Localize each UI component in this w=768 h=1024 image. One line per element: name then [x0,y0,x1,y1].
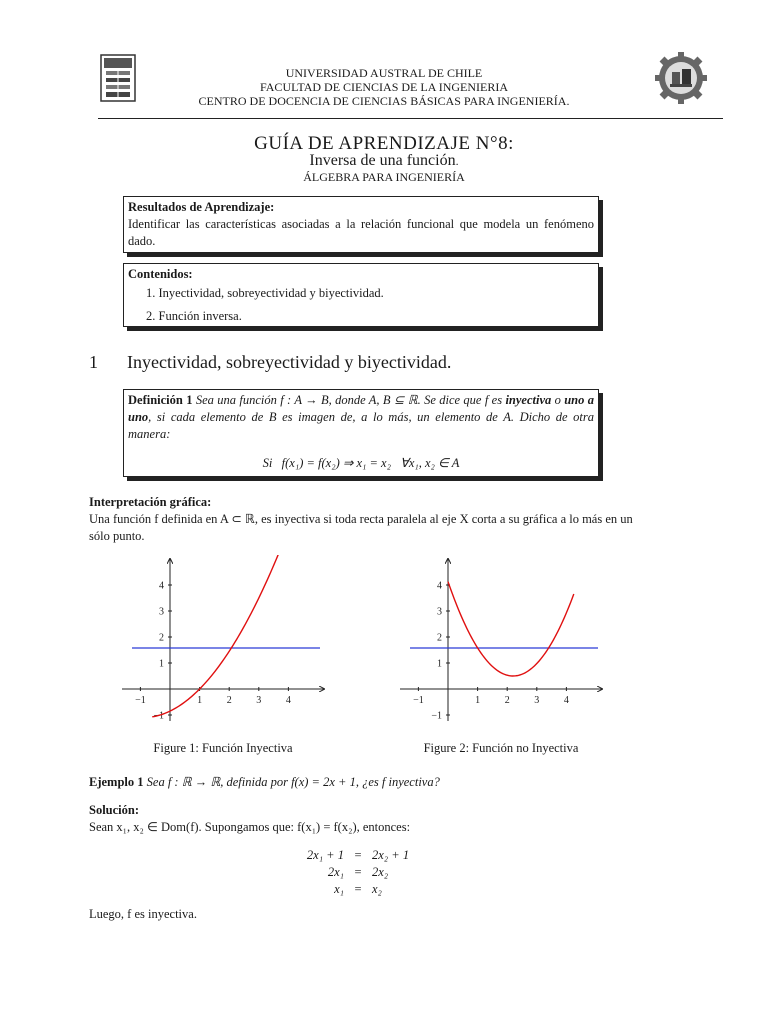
fig2-x-tick-label: 2 [504,695,510,706]
fig2-y-tick-label: 1 [437,658,442,670]
fig2-x-tick-label: −1 [413,695,424,706]
header-faculty: FACULTAD DE CIENCIAS DE LA INGENIERIA [259,80,509,94]
fig1-x-tick-label: 1 [197,695,203,706]
definition-text-2: , si cada elemento de B es imagen de, a lo más, un elemento de A. Dicho de otra manera: [128,410,594,441]
guide-subtitle [0,152,768,170]
definition-text-1: Sea una función f : A → B, donde A, B ⊆ ℝ. Se dice que f es [195,393,503,407]
definition-connector: o [551,393,565,407]
example-1 [89,774,689,791]
learning-results-heading: Resultados de Aprendizaje: [128,200,275,214]
eq2-left: 2x₁ [327,865,344,879]
section-heading [89,352,451,373]
definition-formula: Si f(x₁) = f(x₂) ⇒ x₁ = x₂ ∀x₁, x₂ ∈ A [262,456,460,470]
fig1-y-tick-label: 3 [159,606,164,618]
fig2-y-tick-label: −1 [431,710,442,722]
contents-item-1: 1. Inyectividad, sobreyectividad y biyectividad. [146,286,384,300]
fig2-y-tick-label: 2 [437,632,442,644]
definition-box [123,389,599,477]
example-text: Sea f : ℝ → ℝ, definida por f(x) = 2x + 1, ¿es f inyectiva? [146,775,440,789]
definition-term-one-to-one: uno a uno [128,393,594,424]
fig1-x-tick-label: 4 [285,695,291,706]
fig2-curve [448,582,574,676]
page-header [0,66,768,108]
section-number: 1 [89,352,98,372]
graphic-interpretation [89,494,639,545]
fig1-y-tick-label: 1 [159,658,164,670]
eq3-left: x₁ [334,882,344,896]
fig1-y-tick-label: 4 [159,580,164,592]
fig1-y-tick-label: −1 [153,710,164,722]
figure-2-caption: Figure 2: Función no Inyectiva [423,741,579,755]
definition-body [128,392,594,443]
graphic-text: Una función f definida en A ⊂ ℝ, es inyectiva si toda recta paralela al eje X corta a su gráfica a lo más en un sólo punto. [89,512,633,543]
eq2-sign: = [354,865,362,879]
fig1-x-tick-label: 2 [226,695,232,706]
equation-row-3 [270,881,470,898]
eq3-sign: = [354,882,362,896]
learning-results-text: Identificar las características asociadas a la relación funcional que modela un fenómeno dado. [128,217,594,248]
fig2-y-tick-label: 3 [437,606,442,618]
guide-subtitle-text: Inversa de una función [309,152,456,169]
solution-heading: Solución: [89,803,140,817]
equation-row-1 [270,847,470,864]
guide-subtitle-suffix: . [455,154,459,168]
eq3-right: x₂ [372,882,382,896]
definition-term-injective: inyectiva [505,393,552,407]
eq1-right: 2x₂ + 1 [372,848,410,862]
figure-1-caption: Figure 1: Función Inyectiva [153,741,293,755]
figure-injective-plot [118,555,328,725]
fig1-y-tick-label: 2 [159,632,164,644]
contents-heading: Contenidos: [128,267,193,281]
solution-text: Sean x₁, x₂ ∈ Dom(f). Supongamos que: f(x₁) = f(x₂), entonces: [89,820,411,834]
solution-equations [270,847,470,898]
example-label: Ejemplo 1 [89,775,144,789]
fig2-x-tick-label: 4 [563,695,569,706]
equation-row-2 [270,864,470,881]
eq1-left: 2x₁ + 1 [306,848,344,862]
contents-item-2: 2. Función inversa. [146,309,242,323]
contents-box [123,263,599,327]
guide-title: GUÍA DE APRENDIZAJE N°8: [254,133,514,154]
graphic-heading: Interpretación gráfica: [89,495,212,509]
eq2-right: 2x₂ [372,865,389,879]
fig2-x-tick-label: 1 [475,695,481,706]
solution-block [89,802,689,836]
definition-label: Definición 1 [128,393,193,407]
fig1-curve [152,555,296,717]
solution-conclusion: Luego, f es inyectiva. [89,907,197,921]
eq1-sign: = [354,848,362,862]
header-divider [98,118,723,119]
header-center: CENTRO DE DOCENCIA DE CIENCIAS BÁSICAS PARA INGENIERÍA. [198,94,570,108]
fig1-x-tick-label: 3 [256,695,262,706]
fig1-x-tick-label: −1 [135,695,146,706]
section-title: Inyectividad, sobreyectividad y biyectividad. [127,352,452,372]
fig2-y-tick-label: 4 [437,580,442,592]
course-name: ÁLGEBRA PARA INGENIERÍA [303,170,465,184]
fig2-x-tick-label: 3 [534,695,540,706]
learning-results-box [123,196,599,253]
header-university: UNIVERSIDAD AUSTRAL DE CHILE [285,66,483,80]
figure-non-injective-plot [396,555,606,725]
